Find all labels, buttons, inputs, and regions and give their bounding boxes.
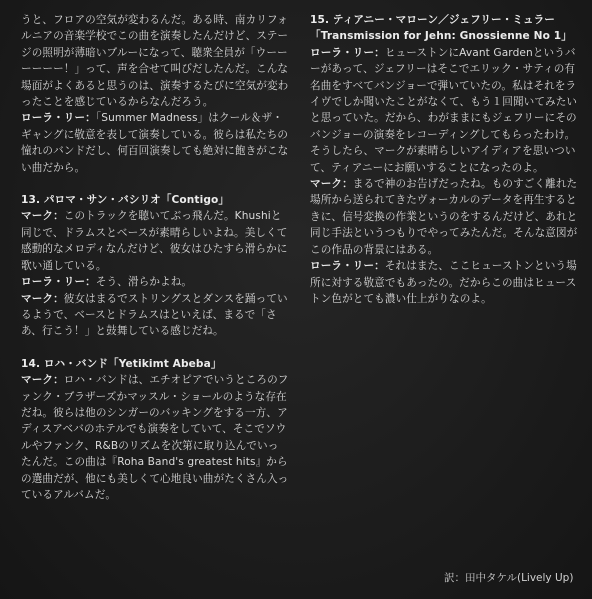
turn-text: ロハ・バンドは、エチオピアでいうところのファンク・ブラザーズかマッスル・ショールのような存在だね。彼らは他のシンガーのバッキングをする一方、アディスアベバのホテルでも演奏をしていて、そこでソウルやファンク、R&Bのリズムを次第に取り込んでいったんだ。この曲は『Roha Band's greatest hits』からの選曲だが、他にも美しくて心地良い曲がたくさん入っているアルバムだ。 — [21, 374, 289, 501]
turn-text: このトラックを聴いてぶっ飛んだ。Khushiと同じで、ドラムスとベースが素晴らしいよね。美しくて感動的なメロディなんだけど、彼女はひたすら滑らかに歌い通している。 — [21, 210, 288, 272]
speaker-label: ローラ・リー： — [21, 112, 96, 125]
track-13-heading: 13. パロマ・サン・バシリオ「Contigo」 — [21, 194, 230, 207]
turn-text: ヒューストンにAvant Gardenというバーがあって、ジェフリーはそこでエリック・サティの有名曲をすべてバンジョーで弾いていたの。私はそれをライヴでしか聞いたことがなくて、もう１回聞いてみたいと思っていた。だから、わがままにもジェフリーにそのバンジョーの演奏をレコーディングしてもらったわけ。そうしたら、マークが素晴らしいアイディアを思いついて、ティアニーにお願いすることになったのよ。 — [310, 46, 578, 174]
turn-text: まるで神のお告げだったね。ものすごく離れた場所から送られてきたヴォーカルのデータを再生するときに、信号変換の作業というのをするんだけど、あれと同じ手法というつもりでやってみたんだ。そんな意図がこの作品の背景にはある。 — [310, 178, 578, 256]
right-column — [310, 12, 582, 307]
speaker-label: ローラ・リー： — [21, 276, 96, 289]
speaker-label: マーク： — [21, 210, 64, 223]
track-15-heading-title: 「Transmission for Jehn: Gnossienne No 1」 — [310, 30, 572, 43]
turn-text: 彼女はまるでストリングスとダンスを踊っているようで、ベースとドラムスはといえば、まるで「さあ、行こう！」と鼓舞している感じだね。 — [21, 292, 288, 338]
speaker-label: マーク： — [21, 374, 64, 387]
speaker-label: マーク： — [310, 178, 353, 191]
intro-laura-turn — [21, 110, 289, 176]
track-14-heading: 14. ロハ・バンド「Yetikimt Abeba」 — [21, 357, 222, 370]
speaker-label: マーク： — [21, 292, 64, 305]
turn-text: それはまた、ここヒューストンという場所に対する敬意でもあったの。だからこの曲はヒューストン色がとても濃い仕上がりなのよ。 — [310, 260, 577, 305]
speaker-label: ローラ・リー： — [310, 260, 385, 273]
track-15-heading: 15. ティアニー・マローン／ジェフリー・ミュラー — [310, 14, 555, 26]
track-15-turn — [310, 45, 582, 176]
track-13-turn — [21, 208, 289, 274]
track-13-turn — [21, 291, 289, 340]
turn-text: 「Summer Madness」はクール＆ザ・ギャングに敬意を表して演奏している。彼らは私たちの憧れのバンドだし、何百回演奏しても絶対に飽きがこない曲だから。 — [21, 112, 289, 174]
track-15-turn — [310, 176, 582, 258]
track-14-turn — [21, 372, 289, 503]
track-15-turn — [310, 258, 582, 307]
left-column — [21, 12, 289, 503]
turn-text: そう、滑らかよね。 — [95, 276, 193, 289]
intro-paragraph: うと、フロアの空気が変わるんだ。ある時、南カリフォルニアの音楽学校でこの曲を演奏したんだけど、ステージの照明が薄暗いブルーになって、聴衆全員が「ウーーーーーー！」って、声を合せて叫びだしたんだ。こんな場面がよくあると思うのは、演奏するたびに空気が変わったことを感じているからなんだろう。 — [21, 14, 289, 109]
speaker-label: ローラ・リー： — [310, 46, 385, 59]
track-13-turn — [21, 274, 289, 290]
translator-credit: 訳：田中タケル(Lively Up) — [444, 572, 574, 584]
